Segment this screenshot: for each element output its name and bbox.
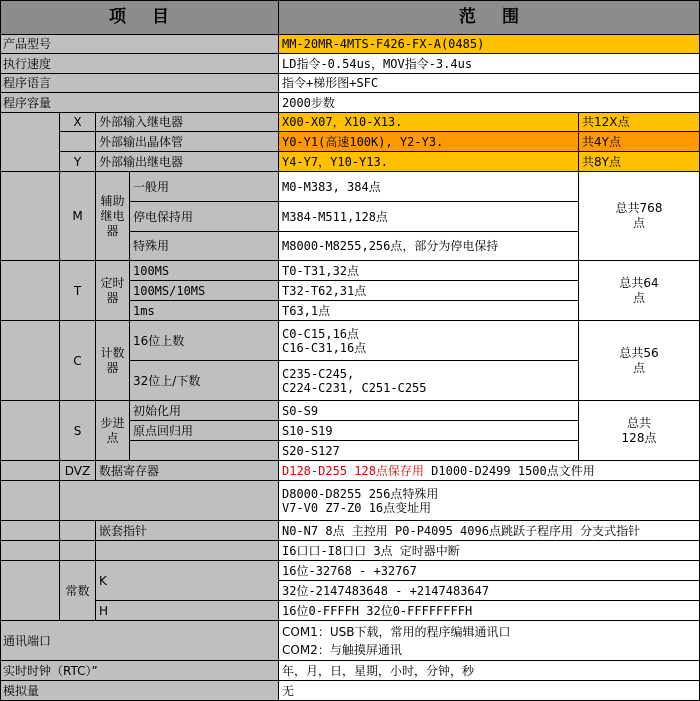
header-range: 范围 [279, 0, 700, 35]
m-item-range: M0-M383, 384点 [279, 172, 579, 202]
k-group: 常数 [60, 561, 96, 621]
t-item-name: 100MS [130, 261, 279, 281]
c-range-line: C16-C31,16点 [282, 340, 367, 355]
analog-label: 模拟量 [0, 681, 279, 701]
t-blank [0, 261, 60, 321]
d-extra-blank [60, 481, 279, 521]
io-range-x: X00-X07，X10-X13. [279, 113, 579, 132]
k-code: K [96, 561, 279, 601]
d-extra [279, 481, 700, 521]
model-value: MM-20MR-4MTS-F426-FX-A(0485) [279, 35, 700, 54]
comm-label: 通讯端口 [0, 621, 279, 661]
io-code-x: X [60, 113, 96, 132]
capacity-value: 2000步数 [279, 93, 700, 113]
t-group: 定时器 [96, 261, 130, 321]
c-item-name: 16位上数 [130, 321, 279, 361]
d-extra-line: D8000-D8255 256点特殊用 [282, 486, 439, 501]
comm-line: COM2：与触摸屏通讯 [282, 642, 402, 657]
io-range-transistor: Y0-Y1(高速100K), Y2-Y3. [279, 132, 579, 152]
t-item-range: T63,1点 [279, 301, 579, 321]
m-blank [0, 172, 60, 261]
c-item-range [279, 361, 579, 401]
io-code-y: Y [60, 152, 96, 172]
t-item-name: 100MS/10MS [130, 281, 279, 301]
capacity-label: 程序容量 [0, 93, 279, 113]
n-range: I6口口-I8口口 3点 定时器中断 [279, 541, 700, 561]
io-total-y: 共8Y点 [579, 152, 700, 172]
n-blank [0, 541, 60, 561]
io-range-y: Y4-Y7，Y10-Y13. [279, 152, 579, 172]
d-blank [0, 461, 60, 481]
d-extra-line: V7-V0 Z7-Z0 16点变址用 [282, 500, 432, 515]
model-label: 产品型号 [0, 35, 279, 54]
c-range-line: C235-C245, [282, 366, 355, 381]
speed-value: LD指令-0.54us，MOV指令-3.4us [279, 54, 700, 74]
c-item-name: 32位上/下数 [130, 361, 279, 401]
d-range [279, 461, 700, 481]
m-item-name: 停电保持用 [130, 202, 279, 232]
d-range-saved: D128-D255 128点保存用 [282, 463, 424, 478]
comm-value [279, 621, 700, 661]
m-total: 总共768点 [579, 172, 700, 261]
t-item-range: T0-T31,32点 [279, 261, 579, 281]
t-code: T [60, 261, 96, 321]
m-item-range: M384-M511,128点 [279, 202, 579, 232]
c-blank [0, 321, 60, 401]
s-item-range: S20-S127 [279, 441, 579, 461]
n-blank [0, 521, 60, 541]
h-range: 16位0-FFFFH 32位0-FFFFFFFFH [279, 601, 700, 621]
d-extra-blank [0, 481, 60, 521]
c-group: 计数器 [96, 321, 130, 401]
io-total-transistor: 共4Y点 [579, 132, 700, 152]
m-item-range: M8000-M8255,256点，部分为停电保持 [279, 232, 579, 261]
io-total-x: 共12X点 [579, 113, 700, 132]
lang-value: 指令+梯形图+SFC [279, 74, 700, 93]
io-name-y: 外部输出继电器 [96, 152, 279, 172]
d-range-file: D1000-D2499 1500点文件用 [423, 463, 595, 478]
m-item-name: 特殊用 [130, 232, 279, 261]
io-name-transistor: 外部输出晶体管 [96, 132, 279, 152]
d-code: DVZ [60, 461, 96, 481]
m-group: 辅助继电器 [96, 172, 130, 261]
k-range: 32位-2147483648 - +2147483647 [279, 581, 700, 601]
c-total: 总共56点 [579, 321, 700, 401]
s-item-name [130, 441, 279, 461]
c-range-line: C0-C15,16点 [282, 326, 360, 341]
speed-label: 执行速度 [0, 54, 279, 74]
s-item-name: 初始化用 [130, 401, 279, 421]
header-item: 项目 [0, 0, 279, 35]
rtc-value: 年，月，日，星期，小时，分钟，秒 [279, 661, 700, 681]
m-code: M [60, 172, 96, 261]
s-item-range: S0-S9 [279, 401, 579, 421]
k-range: 16位-32768 - +32767 [279, 561, 700, 581]
rtc-label: 实时时钟（RTC）” [0, 661, 279, 681]
t-total: 总共64点 [579, 261, 700, 321]
io-blank [0, 113, 60, 172]
k-blank [0, 561, 60, 621]
h-code: H [96, 601, 279, 621]
s-blank [0, 401, 60, 461]
t-item-range: T32-T62,31点 [279, 281, 579, 301]
s-total: 总共128点 [579, 401, 700, 461]
n-blank [60, 541, 96, 561]
s-group: 步进点 [96, 401, 130, 461]
n-range: N0-N7 8点 主控用 P0-P4095 4096点跳跃子程序用 分支式指针 [279, 521, 700, 541]
io-name-x: 外部输入继电器 [96, 113, 279, 132]
analog-value: 无 [279, 681, 700, 701]
c-item-range [279, 321, 579, 361]
comm-line: COM1：USB下载，常用的程序编辑通讯口 [282, 624, 511, 639]
d-name: 数据寄存器 [96, 461, 279, 481]
lang-label: 程序语言 [0, 74, 279, 93]
n-blank [96, 541, 279, 561]
c-range-line: C224-C231, C251-C255 [282, 380, 427, 395]
c-code: C [60, 321, 96, 401]
n-name: 嵌套指针 [96, 521, 279, 541]
s-code: S [60, 401, 96, 461]
s-item-name: 原点回归用 [130, 421, 279, 441]
n-blank [60, 521, 96, 541]
t-item-name: 1ms [130, 301, 279, 321]
io-code-transistor [60, 132, 96, 152]
m-item-name: 一般用 [130, 172, 279, 202]
s-item-range: S10-S19 [279, 421, 579, 441]
